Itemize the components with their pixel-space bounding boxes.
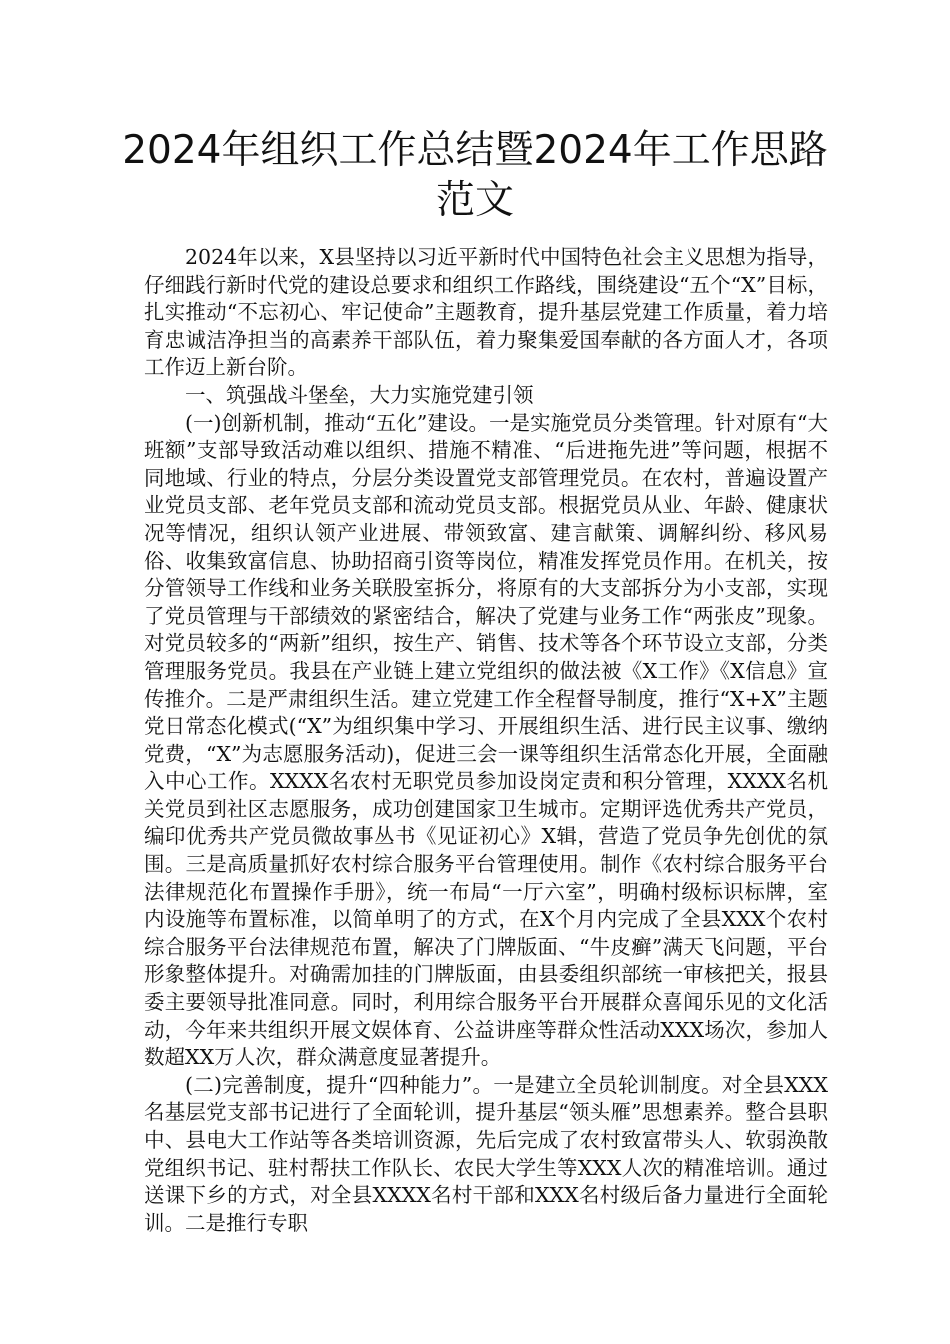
section-heading: 一、筑强战斗堡垒，大力实施党建引领 bbox=[185, 382, 534, 407]
document-body bbox=[144, 244, 828, 1237]
paragraph-intro: 2024年以来，X县坚持以习近平新时代中国特色社会主义思想为指导，仔细践行新时代党的建设总要求和组织工作路线，围绕建设“五个“X”目标，扎实推动“不忘初心、牢记使命”主题教育，提升基层党建工作质量，着力培育忠诚洁净担当的高素养干部队伍，着力聚集爱国奉献的各方面人才，各项工作迈上新台阶。 bbox=[144, 245, 828, 380]
paragraph-subsection-2: (二)完善制度，提升“四种能力”。一是建立全员轮训制度。对全县XXX名基层党支部书记进行了全面轮训，提升基层“领头雁”思想素养。整合县职中、县电大工作站等各类培训资源，先后完成了农村致富带头人、软弱涣散党组织书记、驻村帮扶工作队长、农民大学生等XXX人次的精准培训。通过送课下乡的方式，对全县XXXX名村干部和XXX名村级后备力量进行全面轮训。二是推行专职 bbox=[144, 1072, 828, 1235]
paragraph-subsection-1: (一)创新机制，推动“五化”建设。一是实施党员分类管理。针对原有“大班额”支部导致活动难以组织、措施不精准、“后进拖先进”等问题，根据不同地域、行业的特点，分层分类设置党支部管理党员。在农村，普遍设置产业党员支部、老年党员支部和流动党员支部。根据党员从业、年龄、健康状况等情况，组织认领产业进展、带领致富、建言献策、调解纠纷、移风易俗、收集致富信息、协助招商引资等岗位，精准发挥党员作用。在机关，按分管领导工作线和业务关联股室拆分，将原有的大支部拆分为小支部，实现了党员管理与干部绩效的紧密结合，解决了党建与业务工作“两张皮”现象。对党员较多的“两新”组织，按生产、销售、技术等各个环节设立支部，分类管理服务党员。我县在产业链上建立党组织的做法被《X工作》《X信息》宣传推介。二是严肃组织生活。建立党建工作全程督导制度，推行“X+X”主题党日常态化模式(“X”为组织集中学习、开展组织生活、进行民主议事、缴纳党费，“X”为志愿服务活动)，促进三会一课等组织生活常态化开展，全面融入中心工作。XXXX名农村无职党员参加设岗定责和积分管理，XXXX名机关党员到社区志愿服务，成功创建国家卫生城市。定期评选优秀共产党员，编印优秀共产党员微故事丛书《见证初心》X辑，营造了党员争先创优的氛围。三是高质量抓好农村综合服务平台管理使用。制作《农村综合服务平台法律规范化布置操作手册》，统一布局“一厅六室”，明确村级标识标牌，室内设施等布置标准，以简单明了的方式，在X个月内完成了全县XXX个农村综合服务平台法律规范布置，解决了门牌版面、“牛皮癣”满天飞问题，平台形象整体提升。对确需加挂的门牌版面，由县委组织部统一审核把关，报县委主要领导批准同意。同时，利用综合服务平台开展群众喜闻乐见的文化活动，今年来共组织开展文娱体育、公益讲座等群众性活动XXX场次，参加人数超XX万人次，群众满意度显著提升。 bbox=[144, 410, 828, 1070]
document-title: 2024年组织工作总结暨2024年工作思路范文 bbox=[122, 128, 828, 223]
